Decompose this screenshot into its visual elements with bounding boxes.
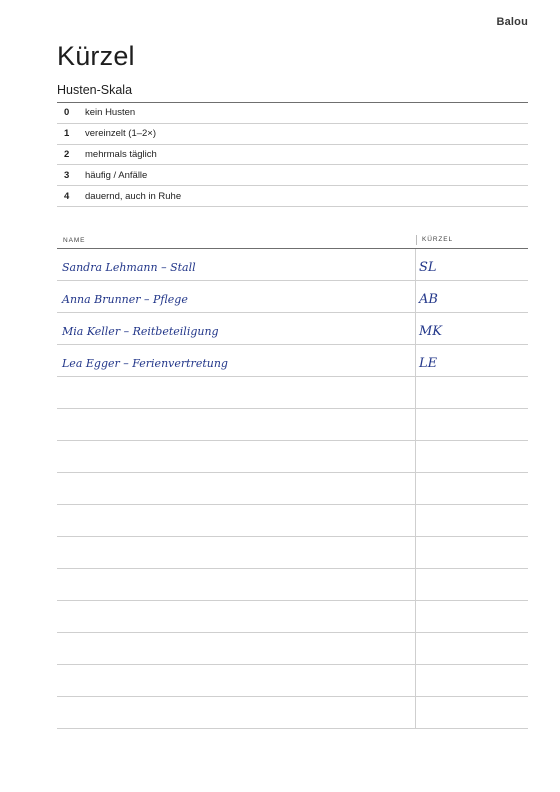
signature-name: Lea Egger – Ferienvertretung: [62, 357, 228, 370]
signature-initials: [415, 441, 528, 472]
signature-initials: [415, 697, 528, 728]
signature-name: [57, 441, 415, 472]
signature-row: [57, 345, 528, 377]
signature-name: [57, 505, 415, 536]
scale-level: 1: [64, 128, 70, 140]
signature-row: [57, 665, 528, 697]
signature-initials: [415, 537, 528, 568]
brand-label: Balou: [496, 16, 528, 28]
signature-initials: AB: [415, 281, 528, 312]
signature-row: [57, 441, 528, 473]
signature-name: [57, 473, 415, 504]
signature-initials: [415, 569, 528, 600]
signature-initials: [415, 377, 528, 408]
signature-row: [57, 313, 528, 345]
signature-name: [57, 601, 415, 632]
signature-row: [57, 473, 528, 505]
signature-initials: [415, 633, 528, 664]
signature-name: [57, 409, 415, 440]
scale-row: [57, 186, 528, 207]
signature-name: Anna Brunner – Pflege: [62, 293, 188, 306]
signature-row: [57, 409, 528, 441]
scale-description: vereinzelt (1–2×): [85, 128, 157, 140]
signature-name: Mia Keller – Reitbeteiligung: [62, 325, 219, 338]
signature-initials: LE: [415, 345, 528, 376]
page-title: Kürzel: [57, 41, 135, 71]
column-header-initials: KÜRZEL: [416, 235, 528, 245]
signature-row: [57, 505, 528, 537]
signature-name: [57, 377, 415, 408]
signature-row: [57, 537, 528, 569]
signature-initials: MK: [415, 313, 528, 344]
scale-description: dauernd, auch in Ruhe: [85, 190, 182, 202]
signature-table-header: [57, 232, 528, 249]
signature-initials: [415, 409, 528, 440]
signature-table: [57, 232, 528, 729]
signature-name: [57, 633, 415, 664]
scale-level: 3: [64, 169, 70, 181]
signature-row: [57, 697, 528, 729]
signature-initials: [415, 665, 528, 696]
signature-initials: [415, 601, 528, 632]
signature-name: [57, 665, 415, 696]
scale-level: 2: [64, 148, 70, 160]
signature-name: Sandra Lehmann – Stall: [62, 261, 196, 274]
column-header-name: NAME: [63, 236, 86, 244]
signature-row: [57, 377, 528, 409]
scale-rows: [57, 103, 528, 207]
scale-level: 0: [64, 107, 70, 119]
signature-name: [57, 697, 415, 728]
signature-name: [57, 569, 415, 600]
scale-title: Husten-Skala: [57, 83, 528, 103]
signature-rows: [57, 249, 528, 729]
scale-row: [57, 165, 528, 186]
scale-level: 4: [64, 190, 70, 202]
scale-description: mehrmals täglich: [85, 148, 157, 160]
signature-row: [57, 569, 528, 601]
scale-row: [57, 124, 528, 145]
cough-scale-table: [57, 83, 528, 207]
signature-initials: SL: [415, 249, 528, 280]
signature-row: [57, 601, 528, 633]
scale-description: kein Husten: [85, 107, 136, 119]
scale-description: häufig / Anfälle: [85, 169, 148, 181]
signature-row: [57, 633, 528, 665]
signature-row: [57, 249, 528, 281]
signature-initials: [415, 505, 528, 536]
scale-row: [57, 145, 528, 166]
signature-initials: [415, 473, 528, 504]
scale-row: [57, 103, 528, 124]
signature-row: [57, 281, 528, 313]
signature-name: [57, 537, 415, 568]
